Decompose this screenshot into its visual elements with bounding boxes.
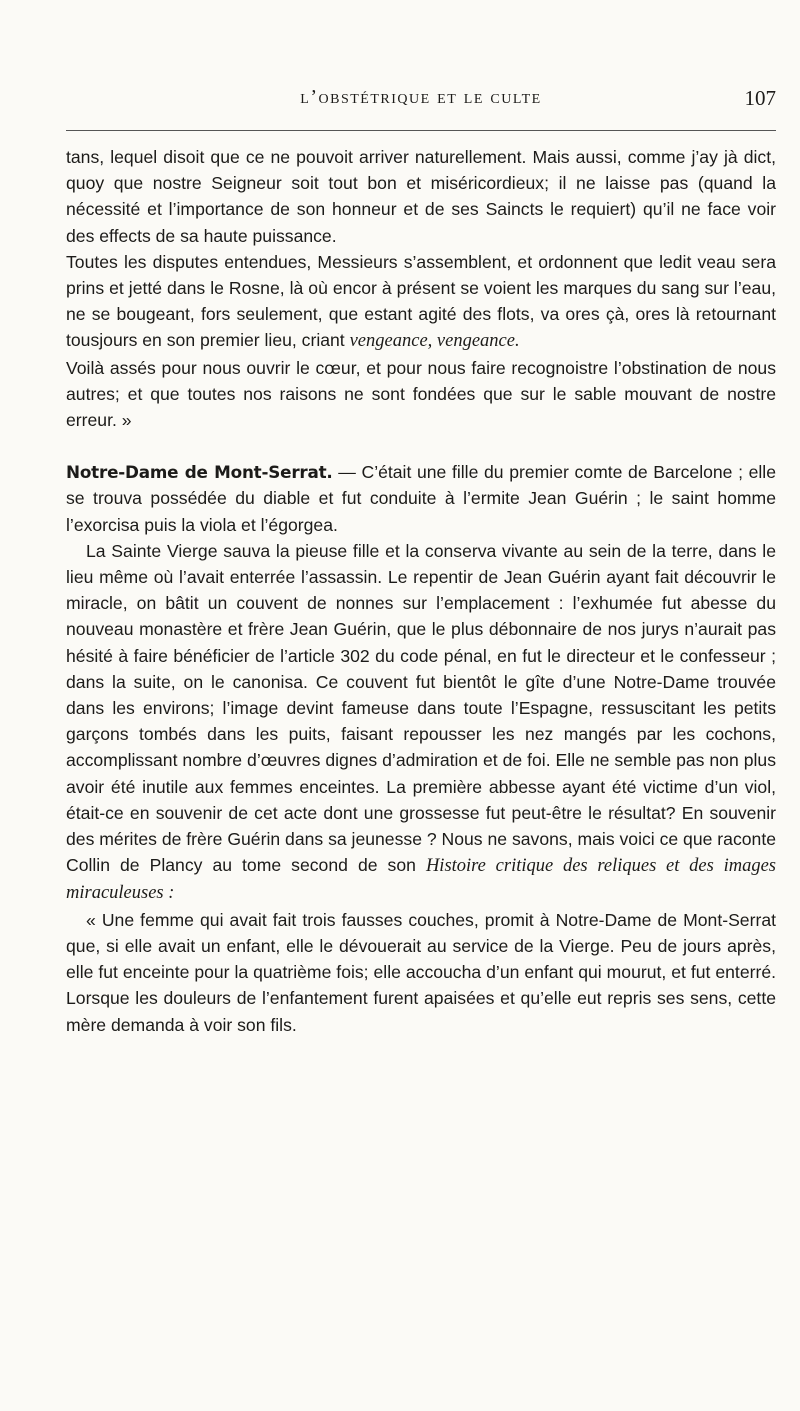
section-gap <box>66 433 776 459</box>
paragraph-2 <box>66 249 776 355</box>
paragraph-3: Voilà assés pour nous ouvrir le cœur, et pour nous faire recognoistre l’obstination de nous autres; et que toutes nos raisons ne sont fondées que sur le sable mouvant de nostre erreur. » <box>66 357 776 431</box>
header-rule <box>66 130 776 131</box>
paragraph-4-text: — C’était une fille du premier comte de Barcelone ; elle se trouva possédée du diable et fut conduite à l’ermite Jean Guérin ; le saint homme l’exorcisa puis la viola et l’égorgea. <box>66 462 777 535</box>
paragraph-2-italic: vengeance, vengeance. <box>349 331 520 352</box>
body-text <box>66 144 776 1038</box>
paragraph-5-italic: Histoire critique des reliques et des images miraculeuses : <box>66 856 776 904</box>
paragraph-4 <box>66 459 776 538</box>
paragraph-5 <box>66 538 776 907</box>
section-heading: Notre-Dame de Mont-Serrat. <box>66 462 333 483</box>
paragraph-2-text: Toutes les disputes entendues, Messieurs s’assemblent, et ordonnent que ledit veau sera prins et jetté dans le Rosne, là où encor à présent se voient les marques du sang sur l’eau, ne se bougeant, fors seulement, que estant agité des flots, va ores çà, ores là retournant tousjours en son premier lieu, criant <box>66 251 776 351</box>
running-title: l’obstétrique et le culte <box>300 86 542 108</box>
paragraph-5-text: La Sainte Vierge sauva la pieuse fille et la conserva vivante au sein de la terre, dans le lieu même où l’avait enterrée l’assassin. Le repentir de Jean Guérin ayant fait découvrir le miracle, on bâtit un couvent de nonnes sur l’emplacement : l’exhumée fut abesse du nouveau monastère et frère Jean Guérin, que le plus débonnaire de nos jurys n’aurait pas hésité à faire bénéficier de l’article 302 du code pénal, en fut le directeur et le confesseur ; dans la suite, on le canonisa. Ce couvent fut bientôt le gîte d’une Notre-Dame trouvée dans les environs; l’image devint fameuse dans toute l’Espagne, ressuscitant les petits garçons tombés dans les puits, faisant repousser les nez mangés par les cochons, accomplissant nombre d’œuvres dignes d’admiration et de foi. Elle ne semble pas non plus avoir été inutile aux femmes enceintes. La première abbesse ayant été victime d’un viol, était-ce en souvenir de cet acte dont une grossesse fut peut-être le résultat? En souvenir des mérites de frère Guérin dans sa jeunesse ? Nous ne savons, mais voici ce que raconte Collin de Plancy au tome second de son <box>66 540 776 876</box>
paragraph-6: « Une femme qui avait fait trois fausses couches, promit à Notre-Dame de Mont-Serrat que, si elle avait un enfant, elle le dévouerait au service de la Vierge. Peu de jours après, elle fut enceinte pour la quatrième fois; elle accoucha d’un enfant qui mourut, et fut enterré. Lorsque les douleurs de l’enfantement furent apaisées et qu’elle eut repris ses sens, cette mère demanda à voir son fils. <box>66 909 776 1035</box>
paragraph-1: tans, lequel disoit que ce ne pouvoit arriver naturellement. Mais aussi, comme j’ay jà dict, quoy que nostre Seigneur soit tout bon et miséricordieux; il ne laisse pas (quand la nécessité et l’importance de son honneur et de ses Saincts le requiert) qu’il ne face voir des effects de sa haute puissance. <box>66 147 776 246</box>
page-header <box>66 86 776 144</box>
book-page <box>66 0 776 1038</box>
page-number: 107 <box>744 86 776 110</box>
